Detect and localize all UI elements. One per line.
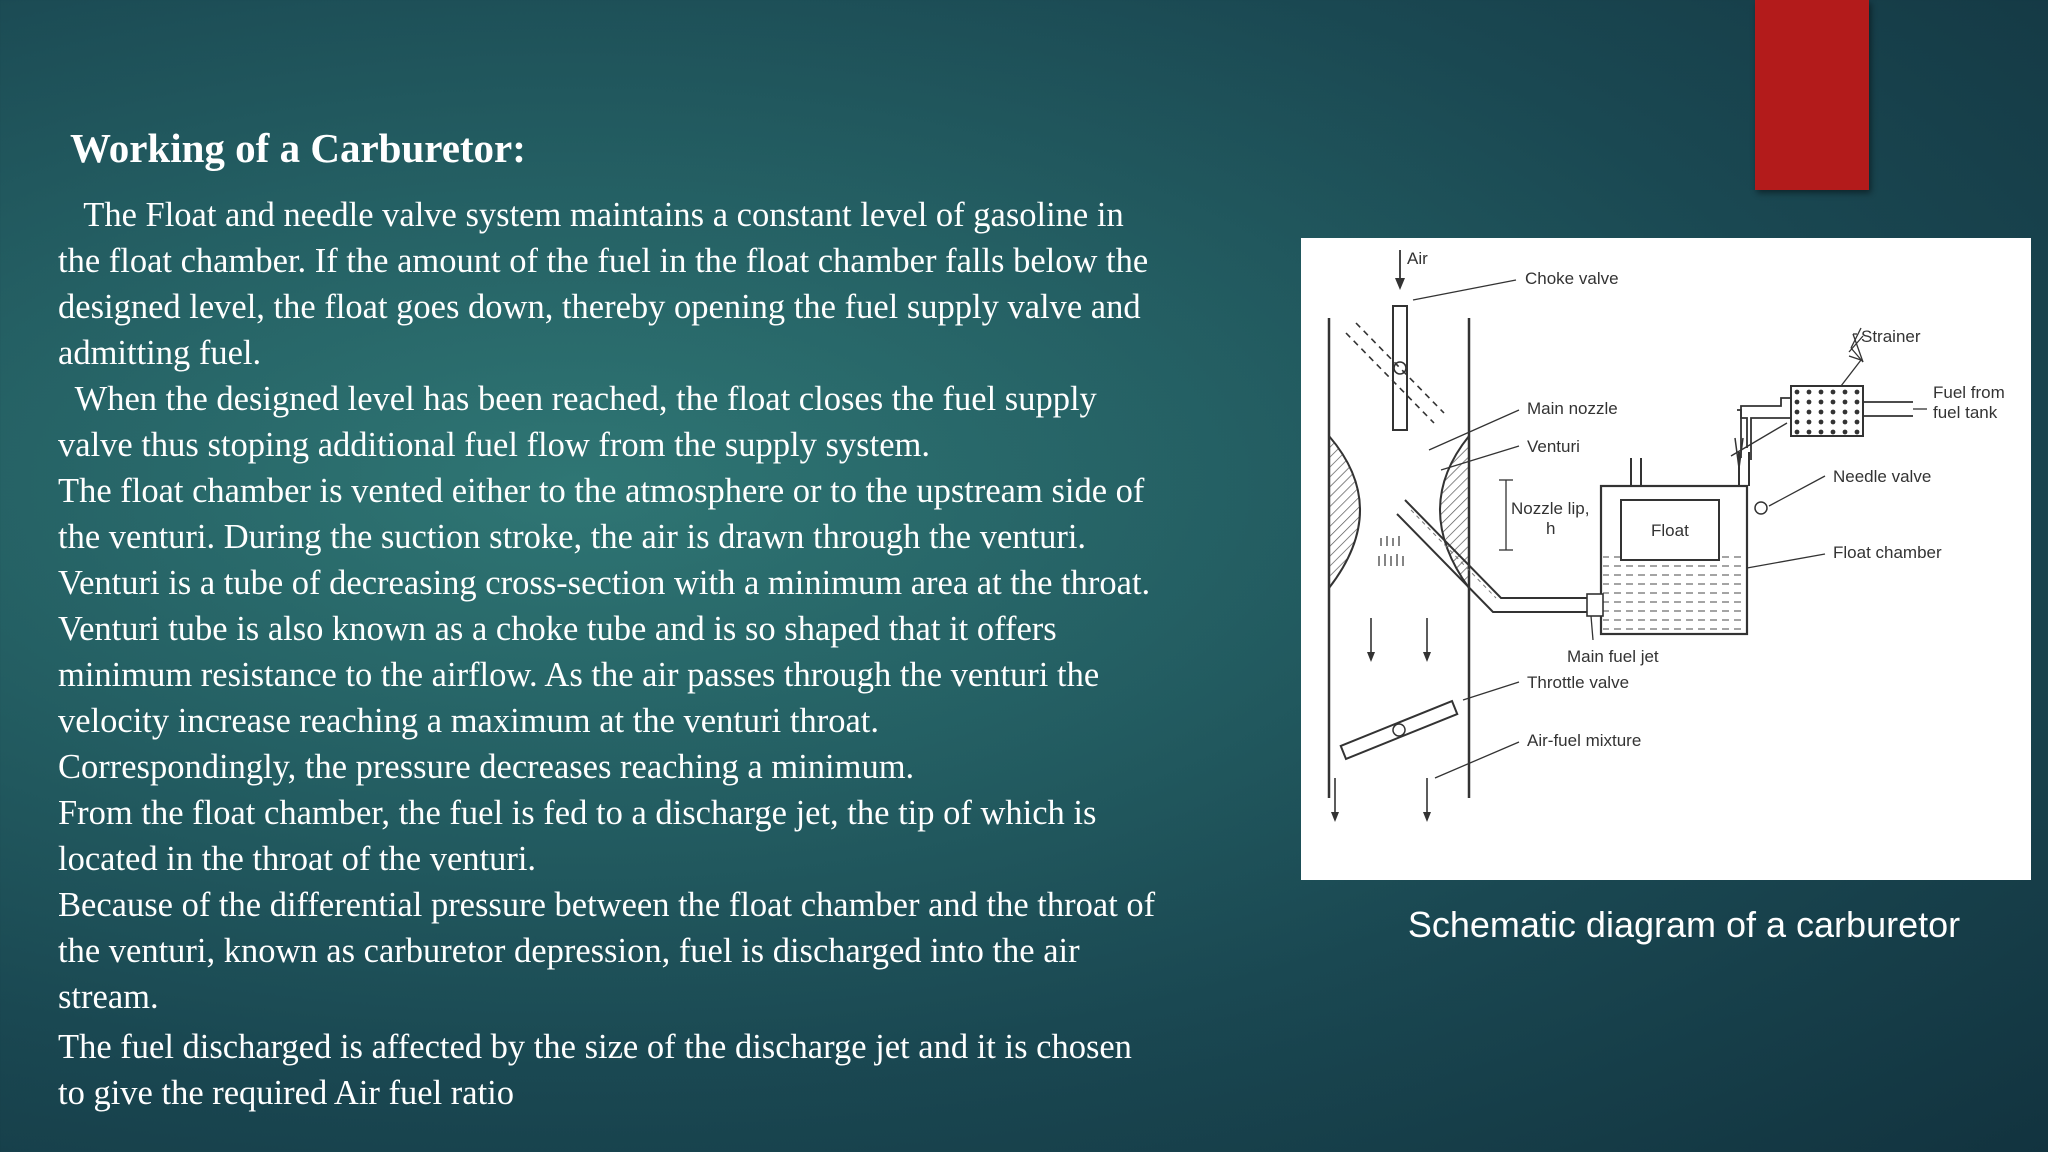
label-float: Float bbox=[1651, 521, 1689, 540]
text-line: The float chamber is vented either to the atmosphere or to the upstream side of bbox=[58, 472, 1145, 510]
label-nozzle-h: h bbox=[1546, 519, 1556, 538]
label-nozzle-lip: Nozzle lip, bbox=[1511, 499, 1590, 518]
text-line: Correspondingly, the pressure decreases reaching a minimum. bbox=[58, 748, 915, 786]
label-main-fuel-jet: Main fuel jet bbox=[1567, 647, 1659, 666]
text-line: the venturi, known as carburetor depression, fuel is discharged into the air bbox=[58, 932, 1080, 970]
text-line: The Float and needle valve system maintains a constant level of gasoline in bbox=[58, 196, 1124, 234]
label-strainer: Strainer bbox=[1861, 327, 1921, 346]
text-line: the float chamber. If the amount of the fuel in the float chamber falls below the bbox=[58, 242, 1149, 280]
body-text bbox=[58, 192, 1298, 1116]
diagram-caption: Schematic diagram of a carburetor bbox=[1407, 904, 1961, 945]
carburetor-diagram bbox=[1301, 238, 2031, 880]
label-fuel-tank: fuel tank bbox=[1933, 403, 1998, 422]
slide-title: Working of a Carburetor: bbox=[70, 125, 526, 171]
text-line: stream. bbox=[58, 978, 159, 1016]
accent-bar bbox=[1755, 0, 1869, 190]
venturi-right bbox=[1440, 436, 1469, 588]
label-needle-valve: Needle valve bbox=[1833, 467, 1932, 486]
throttle-valve-shape bbox=[1341, 701, 1458, 759]
label-venturi: Venturi bbox=[1527, 437, 1580, 456]
text-line: From the float chamber, the fuel is fed to a discharge jet, the tip of which is bbox=[58, 794, 1097, 832]
label-float-chamber: Float chamber bbox=[1833, 543, 1942, 562]
text-line: valve thus stoping additional fuel flow from the supply system. bbox=[58, 426, 930, 464]
venturi-left bbox=[1329, 436, 1360, 588]
label-choke-valve: Choke valve bbox=[1525, 269, 1619, 288]
label-air-fuel-mixture: Air-fuel mixture bbox=[1527, 731, 1642, 750]
label-main-nozzle: Main nozzle bbox=[1527, 399, 1618, 418]
text-line: When the designed level has been reached, the float closes the fuel supply bbox=[58, 380, 1097, 418]
text-line: located in the throat of the venturi. bbox=[58, 840, 537, 878]
text-line: Because of the differential pressure between the float chamber and the throat of bbox=[58, 886, 1156, 924]
text-line: admitting fuel. bbox=[58, 334, 262, 372]
label-fuel-from: Fuel from bbox=[1933, 383, 2005, 402]
text-line: The fuel discharged is affected by the size of the discharge jet and it is chosen bbox=[58, 1028, 1132, 1066]
text-line: designed level, the float goes down, thereby opening the fuel supply valve and bbox=[58, 288, 1141, 326]
label-air: Air bbox=[1407, 249, 1428, 268]
text-line: Venturi is a tube of decreasing cross-section with a minimum area at the throat. bbox=[58, 564, 1151, 602]
text-line: to give the required Air fuel ratio bbox=[58, 1074, 515, 1112]
label-throttle-valve: Throttle valve bbox=[1527, 673, 1630, 692]
text-line: the venturi. During the suction stroke, the air is drawn through the venturi. bbox=[58, 518, 1087, 556]
text-line: velocity increase reaching a maximum at the venturi throat. bbox=[58, 702, 879, 740]
strainer-shape bbox=[1791, 386, 1863, 436]
text-line: Venturi tube is also known as a choke tube and is so shaped that it offers bbox=[58, 610, 1057, 648]
text-line: minimum resistance to the airflow. As the air passes through the venturi the bbox=[58, 656, 1100, 694]
